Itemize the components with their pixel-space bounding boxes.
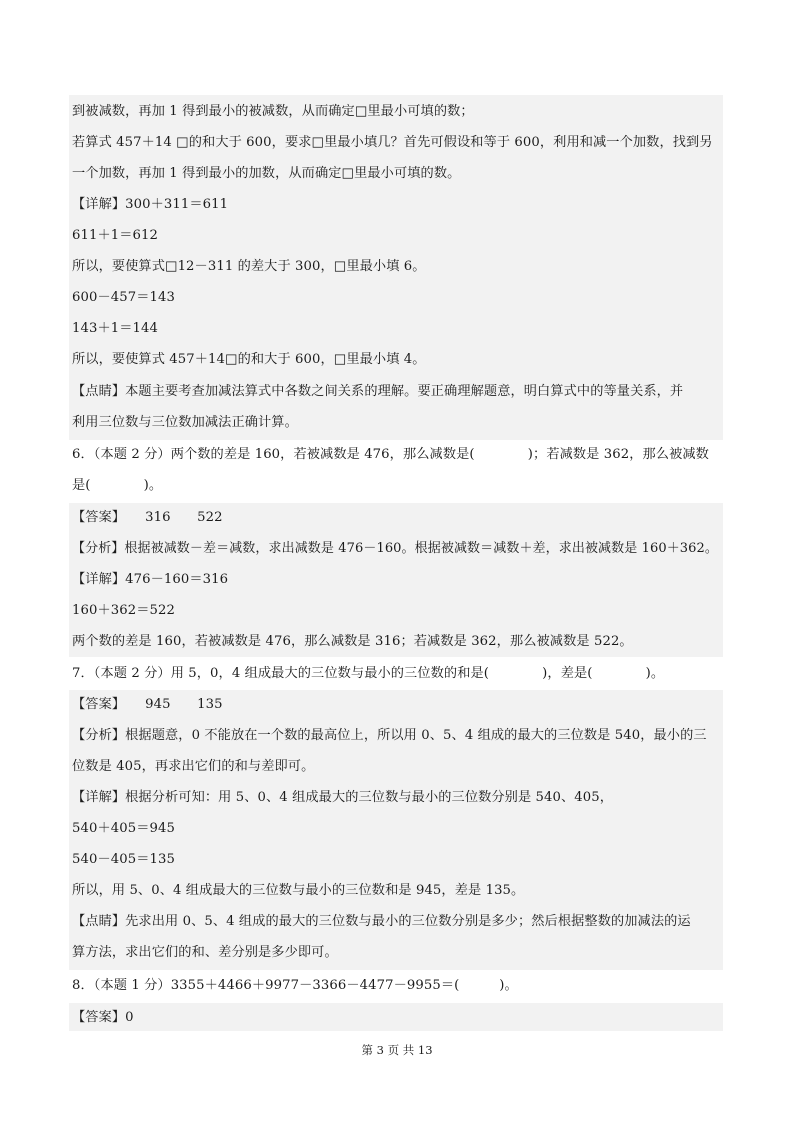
- text-line: 540－405＝135: [72, 852, 175, 867]
- text-line: 所以，要使算式 457＋14□的和大于 600，□里最小填 4。: [72, 352, 426, 367]
- analysis-line: 【分析】根据被减数－差＝减数，求出减数是 476－160。根据被减数＝减数＋差，求出被减数是 160＋362。: [72, 541, 719, 556]
- answer-line: 【答案】 945 135: [72, 697, 223, 712]
- text-line: 所以，要使算式□12－311 的差大于 300，□里最小填 6。: [72, 259, 426, 274]
- detail-line: 【详解】476－160＝316: [72, 572, 229, 587]
- text-line: 利用三位数与三位数加减法正确计算。: [72, 415, 298, 430]
- text-line: 143＋1＝144: [72, 321, 159, 336]
- text-line: 611＋1＝612: [72, 228, 159, 243]
- detail-line: 【详解】根据分析可知：用 5、0、4 组成最大的三位数与最小的三位数分别是 540、405，: [72, 790, 614, 805]
- text-line: 160＋362＝522: [72, 603, 175, 618]
- question-6-text: 是( )。: [72, 478, 163, 493]
- question-6-text: 6．（本题 2 分）两个数的差是 160，若被减数是 476，那么减数是( )；若减数是 362，那么被减数: [72, 447, 709, 462]
- question-7-text: 7．（本题 2 分）用 5，0，4 组成最大的三位数与最小的三位数的和是( )，差是( )。: [72, 666, 665, 681]
- comment-line: 【点睛】先求出用 0、5、4 组成的最大的三位数与最小的三位数分别是多少；然后根据整数的加减法的运: [72, 914, 691, 929]
- question-8-text: 8．（本题 1 分）3355＋4466＋9977－3366－4477－9955＝( )。: [72, 978, 518, 993]
- text-line: 540＋405＝945: [72, 821, 175, 836]
- text-line: 位数是 405，再求出它们的和与差即可。: [72, 759, 315, 774]
- text-line: 一个加数，再加 1 得到最小的加数，从而确定□里最小可填的数。: [72, 166, 461, 181]
- text-line: 所以，用 5、0、4 组成最大的三位数与最小的三位数和是 945，差是 135。: [72, 883, 525, 898]
- text-line: 算方法，求出它们的和、差分别是多少即可。: [72, 945, 338, 960]
- text-line: 到被减数，再加 1 得到最小的被减数，从而确定□里最小可填的数；: [72, 104, 474, 119]
- text-line: 【详解】300＋311＝611: [72, 197, 229, 212]
- text-line: 两个数的差是 160，若被减数是 476，那么减数是 316；若减数是 362，那么被减数是 522。: [72, 634, 633, 649]
- answer-line: 【答案】0: [72, 1010, 134, 1025]
- page-number: 第 3 页 共 13: [361, 1043, 433, 1057]
- text-line: 600－457＝143: [72, 290, 175, 305]
- answer-line: 【答案】 316 522: [72, 510, 223, 525]
- text-line: 若算式 457＋14 □的和大于 600，要求□里最小填几？首先可假设和等于 600，利用和减一个加数，找到另: [72, 135, 713, 150]
- text-line: 【点睛】本题主要考查加减法算式中各数之间关系的理解。要正确理解题意，明白算式中的等量关系，并: [72, 384, 684, 399]
- analysis-line: 【分析】根据题意，0 不能放在一个数的最高位上，所以用 0、5、4 组成的最大的三位数是 540，最小的三: [72, 728, 707, 743]
